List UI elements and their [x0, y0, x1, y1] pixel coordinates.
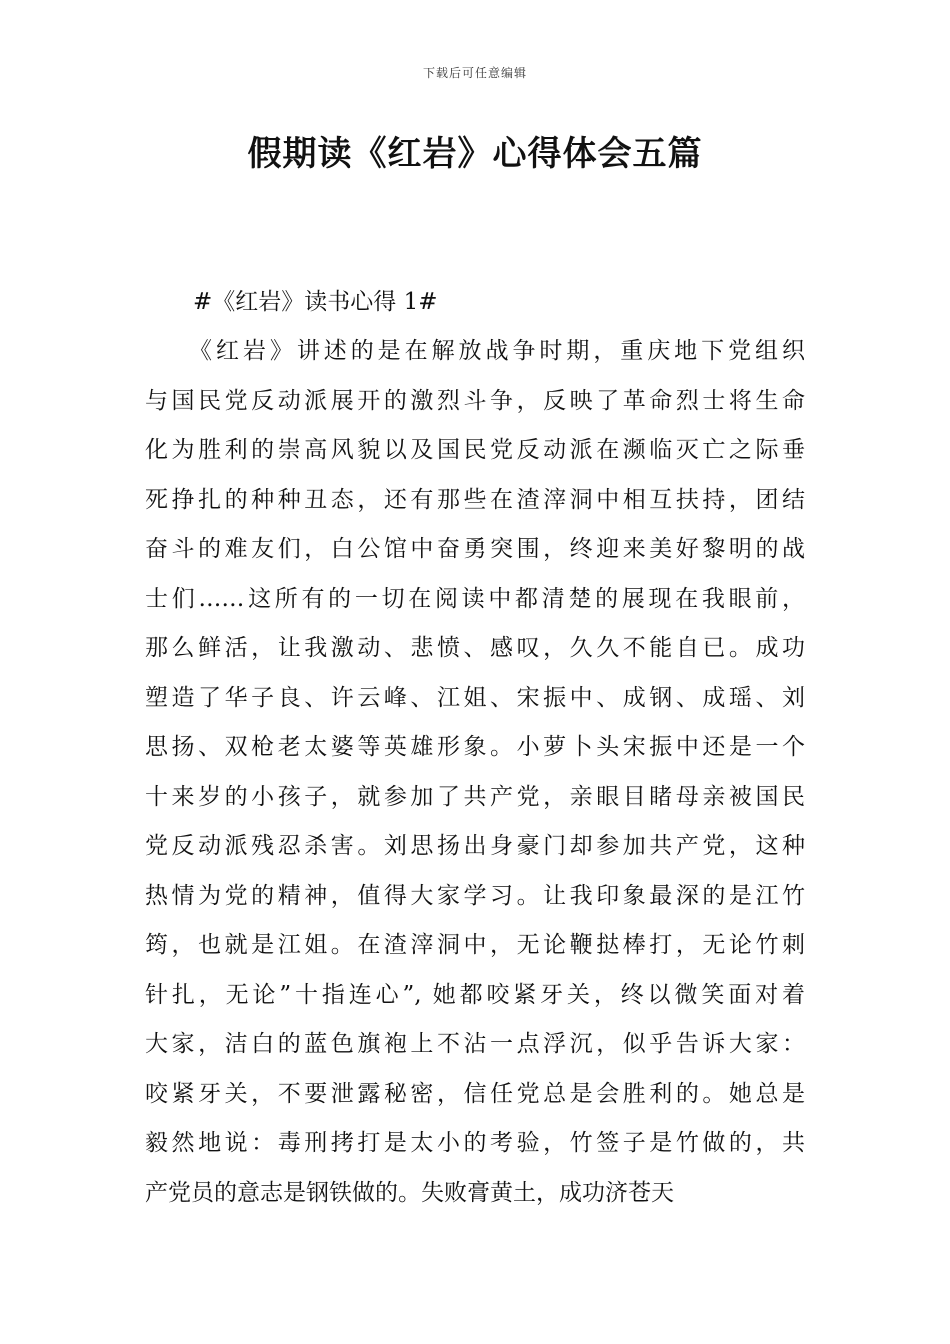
paragraph-line: 那么鲜活，让我激动、悲愤、感叹，久久不能自已。成功	[145, 635, 805, 661]
paragraph-line: 《红岩》讲述的是在解放战争时期，重庆地下党组织	[189, 338, 805, 364]
paragraph-line: 士们……这所有的一切在阅读中都清楚的展现在我眼前，	[145, 585, 805, 612]
body-paragraph	[145, 327, 805, 1218]
paragraph-line: 针扎，无论”十指连心”, 她都咬紧牙关，终以微笑面对着	[145, 981, 805, 1008]
paragraph-line: 化为胜利的崇高风貌以及国民党反动派在濒临灭亡之际垂	[145, 437, 805, 463]
paragraph-line: 思扬、双枪老太婆等英雄形象。小萝卜头宋振中还是一个	[145, 734, 805, 760]
document-title: 假期读《红岩》心得体会五篇	[247, 134, 703, 174]
paragraph-line: 产党员的意志是钢铁做的。失败膏黄土，成功济苍天	[145, 1179, 674, 1206]
paragraph-line: 大家，洁白的蓝色旗袍上不沾一点浮沉，似乎告诉大家：	[145, 1031, 805, 1057]
paragraph-line: 毅然地说：毒刑拷打是太小的考验，竹签子是竹做的，共	[145, 1130, 805, 1156]
paragraph-line: 塑造了华子良、许云峰、江姐、宋振中、成钢、成瑶、刘	[145, 684, 805, 711]
paragraph-line: 党反动派残忍杀害。刘思扬出身豪门却参加共产党，这种	[145, 833, 805, 859]
header-note: 下载后可任意编辑	[422, 66, 527, 80]
section-heading: #《红岩》读书心得 1#	[193, 289, 438, 315]
paragraph-line: 奋斗的难友们，白公馆中奋勇突围，终迎来美好黎明的战	[145, 536, 805, 562]
paragraph-line: 热情为党的精神，值得大家学习。让我印象最深的是江竹	[145, 882, 805, 909]
paragraph-line: 筠，也就是江姐。在渣滓洞中，无论鞭挞棒打，无论竹刺	[145, 932, 805, 958]
paragraph-line: 咬紧牙关，不要泄露秘密，信任党总是会胜利的。她总是	[145, 1080, 805, 1107]
paragraph-line: 十来岁的小孩子，就参加了共产党，亲眼目睹母亲被国民	[145, 783, 805, 810]
paragraph-line: 死挣扎的种种丑态，还有那些在渣滓洞中相互扶持，团结	[145, 486, 805, 513]
paragraph-line: 与国民党反动派展开的激烈斗争，反映了革命烈士将生命	[145, 387, 805, 414]
